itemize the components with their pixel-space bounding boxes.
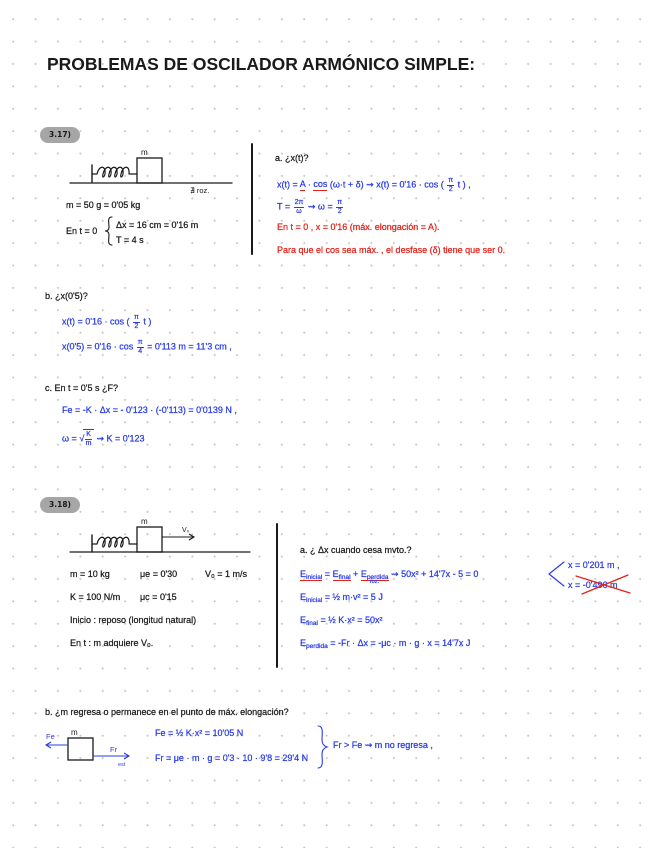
solution-branch-bracket xyxy=(546,559,566,589)
quadratic-equation: 50x² + 14'7x - 5 = 0 xyxy=(401,569,479,579)
mass-label: m xyxy=(141,517,148,526)
note-initial-condition: En t = 0 , x = 0'16 (máx. elongación = A). xyxy=(277,222,440,232)
fraction-numerator: π xyxy=(134,314,139,321)
energy-subscript: inicial xyxy=(306,596,323,604)
question-b-317: b. ¿x(0'5)? xyxy=(45,291,88,301)
mass-block xyxy=(137,158,162,183)
energy-subscript: inicial xyxy=(306,573,323,581)
fraction-denominator: 2 xyxy=(337,207,342,215)
implies-arrow: ⇝ xyxy=(391,569,399,579)
implies-arrow: ⇝ xyxy=(366,179,374,190)
eq-term: = xyxy=(324,569,331,579)
eq-final-energy xyxy=(300,614,383,628)
closing-brace xyxy=(316,724,328,770)
energy-symbol: E xyxy=(300,569,307,579)
fraction xyxy=(85,431,92,447)
energy-symbol: E xyxy=(332,569,339,579)
friction-annotation: roz. xyxy=(369,579,379,585)
eq-term: x(t) = 0'16 · cos ( xyxy=(376,179,444,190)
root-rejected: x = -0'496 m xyxy=(568,580,618,590)
fraction-numerator: π xyxy=(337,199,343,206)
column-divider xyxy=(251,143,253,255)
given-mass: m = 50 g = 0'05 kg xyxy=(66,200,141,210)
energy-initial-term xyxy=(300,569,322,581)
root-valid: x = 0'201 m , xyxy=(568,560,620,570)
spring xyxy=(92,167,137,177)
given-period: T = 4 s xyxy=(116,235,144,245)
eq-term: = -Fr · Δx = -μc · m · g · x = 14'7x J xyxy=(330,638,471,648)
column-divider xyxy=(276,523,278,668)
spring xyxy=(92,537,137,547)
given-displacement: Δx = 16 cm = 0'16 m xyxy=(116,220,199,230)
fraction xyxy=(336,199,343,215)
eq-elastic-force: Fe = -K · Δx = - 0'123 · (-0'113) = 0'0139 N , xyxy=(62,405,237,415)
energy-symbol: E xyxy=(300,592,307,602)
eq-position-at-time xyxy=(62,339,232,355)
eq-angular-frequency xyxy=(277,199,344,215)
given-event: En t : m adquiere V₀. xyxy=(70,638,154,648)
eq-term: t ) xyxy=(143,316,152,327)
question-a-318: a. ¿ Δx cuando cesa mvto.? xyxy=(300,545,412,555)
question-b-318: b. ¿m regresa o permanece en el punto de máx. elongación? xyxy=(45,707,289,717)
problem-badge-318: 3.18) xyxy=(40,497,80,513)
brace-stroke xyxy=(105,217,112,245)
eq-initial-energy xyxy=(300,591,383,605)
spring-mass-diagram-318 xyxy=(60,514,260,562)
implies-arrow: ⇝ xyxy=(307,201,316,212)
friction-force-subscript: est xyxy=(118,762,126,768)
energy-lost-term xyxy=(360,568,389,585)
fraction-numerator: 2π xyxy=(294,199,304,206)
energy-symbol: E xyxy=(300,615,307,625)
friction-force-label: Fr xyxy=(110,745,118,754)
eq-spring-constant xyxy=(62,429,145,447)
no-friction-label: ∄ roz. xyxy=(190,186,210,195)
eq-term: + xyxy=(353,569,359,579)
fraction xyxy=(447,177,454,193)
problem-badge-317: 3.17) xyxy=(40,127,80,143)
eq-elastic-force: Fe = ½ K·x² = 10'05 N xyxy=(155,728,244,738)
fraction xyxy=(133,314,140,330)
elastic-force-label: Fe xyxy=(46,732,55,741)
energy-subscript: final xyxy=(338,573,351,581)
energy-subscript: final xyxy=(306,619,318,627)
given-static-friction: μe = 0'30 xyxy=(140,569,178,579)
given-start-state: Inicio : reposo (longitud natural) xyxy=(70,615,197,625)
fraction-denominator: ω xyxy=(296,207,302,215)
fraction-numerator: K xyxy=(86,431,91,438)
note-phase: Para que el cos sea máx. , el desfase (δ) tiene que ser 0. xyxy=(277,245,506,255)
eq-term: ω = xyxy=(62,433,77,444)
eq-term: T = xyxy=(277,201,291,212)
page-title: PROBLEMAS DE OSCILADOR ARMÓNICO SIMPLE: xyxy=(47,54,476,74)
velocity-label: V₀ xyxy=(182,527,190,534)
spring-mass-diagram-317 xyxy=(60,145,250,199)
energy-symbol: E xyxy=(360,569,367,579)
eq-term: = ½ m·v² = 5 J xyxy=(324,592,383,602)
eq-term: t ) , xyxy=(457,179,471,190)
eq-term: x(0'5) = 0'16 · cos xyxy=(62,341,134,352)
fraction xyxy=(294,199,305,215)
fraction xyxy=(137,339,144,355)
eq-term: · xyxy=(307,179,311,190)
eq-energy-balance xyxy=(300,568,479,585)
mass-label: m xyxy=(71,728,78,737)
question-c-317: c. En t = 0'5 s ¿F? xyxy=(45,383,118,393)
brace-stroke xyxy=(318,726,327,768)
strike-line xyxy=(582,575,628,594)
eq-term: x(t) = xyxy=(277,179,298,190)
strike-line xyxy=(576,576,630,593)
given-condition: En t = 0 xyxy=(66,226,98,236)
branch-stroke xyxy=(549,562,564,586)
mass-block xyxy=(137,527,162,552)
curly-brace xyxy=(104,216,114,246)
eq-term: K = 0'123 xyxy=(106,433,145,444)
given-spring-constant: K = 100 N/m xyxy=(70,592,121,602)
eq-term: = 0'113 m = 11'3 cm , xyxy=(147,341,232,352)
amplitude-symbol: A xyxy=(299,179,306,190)
given-initial-velocity: V₀ = 1 m/s xyxy=(205,569,247,579)
sqrt-radicand xyxy=(83,429,94,447)
energy-final-term xyxy=(333,569,351,581)
energy-subscript: perdida xyxy=(306,642,328,650)
eq-position-function xyxy=(277,177,471,193)
eq-term: ω = xyxy=(317,201,333,212)
mass-block xyxy=(68,738,93,760)
fraction-denominator: 2 xyxy=(134,322,139,330)
energy-subscript: perdida xyxy=(366,573,389,581)
conclusion: Fr > Fe ⇝ m no regresa , xyxy=(333,740,433,750)
sqrt-symbol: √ xyxy=(79,433,85,444)
eq-term: (ω·t + δ) xyxy=(329,179,364,190)
force-diagram xyxy=(40,724,140,770)
given-kinetic-friction: μc = 0'15 xyxy=(140,592,177,602)
question-a-317: a. ¿x(t)? xyxy=(275,153,309,163)
cos-function: cos xyxy=(313,179,328,190)
fraction-denominator: 2 xyxy=(448,185,453,193)
fraction-denominator: 4 xyxy=(138,347,143,355)
eq-term: = ½ K·x² = 50x² xyxy=(320,615,383,625)
energy-symbol: E xyxy=(300,638,307,648)
given-mass: m = 10 kg xyxy=(70,569,110,579)
fraction-numerator: π xyxy=(137,339,143,346)
fraction-denominator: m xyxy=(85,439,92,447)
eq-term: x(t) = 0'16 · cos ( xyxy=(62,316,130,327)
eq-position-function xyxy=(62,314,151,330)
eq-lost-energy xyxy=(300,637,470,651)
implies-arrow: ⇝ xyxy=(96,433,104,444)
strike-cross xyxy=(570,573,632,595)
fraction-numerator: π xyxy=(448,177,454,184)
eq-static-friction-force: Fr = μe · m · g = 0'3 · 10 · 9'8 = 29'4 N xyxy=(155,753,309,763)
mass-label: m xyxy=(141,148,148,157)
